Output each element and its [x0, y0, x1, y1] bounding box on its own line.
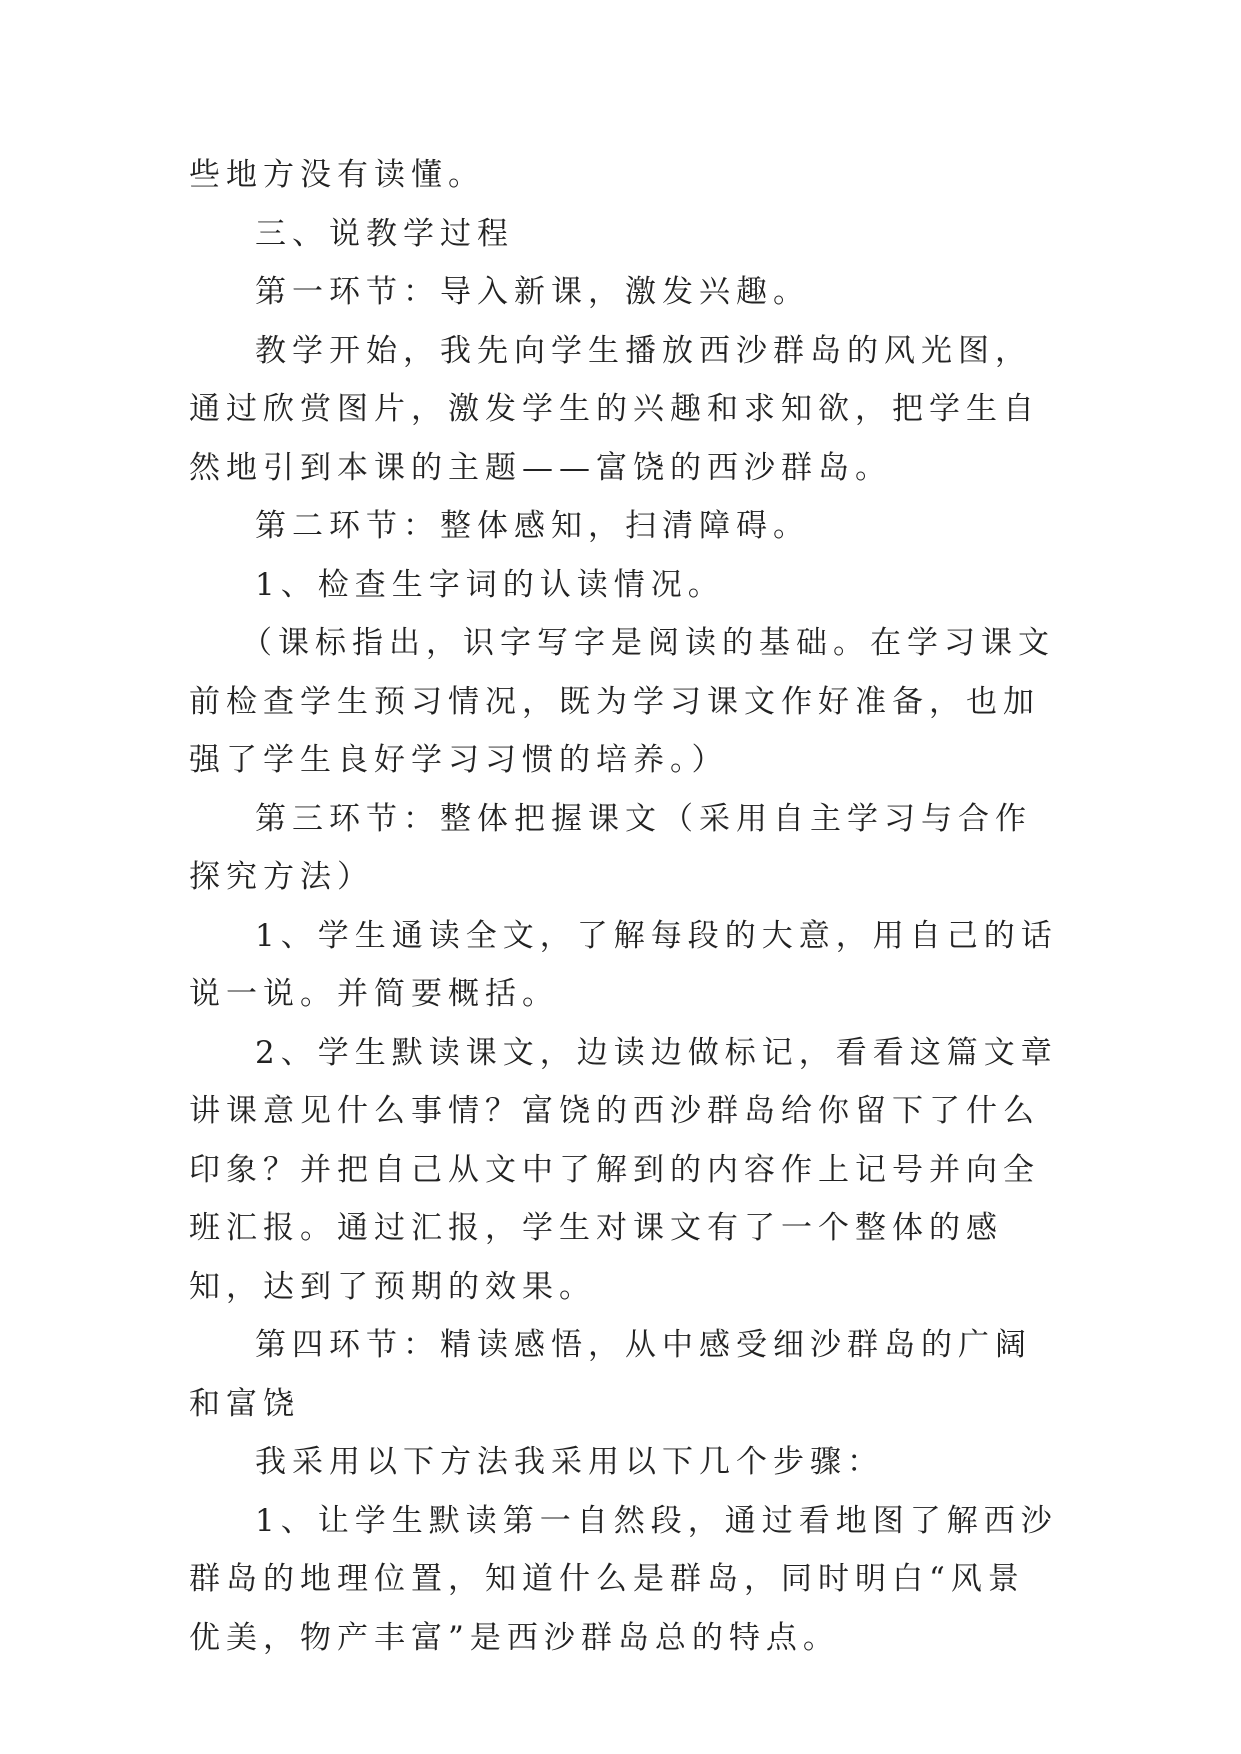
step-three-item-2: 2、学生默读课文，边读边做标记，看看这篇文章讲课意见什么事情？富饶的西沙群岛给你留下了什么印象？并把自己从文中了解到的内容作上记号并向全班汇报。通过汇报，学生对课文有了一个整体的感知，达到了预期的效果。 — [189, 1034, 1058, 1305]
section-heading-teaching-process: 三、说教学过程 — [255, 215, 514, 252]
step-two-note: （课标指出，识字写字是阅读的基础。在学习课文前检查学生预习情况，既为学习课文作好准备，也加强了学生良好学习习惯的培养。） — [189, 625, 1055, 778]
step-two-heading: 第二环节：整体感知，扫清障碍。 — [255, 508, 810, 544]
paragraph-continuation: 些地方没有读懂。 — [189, 157, 485, 193]
step-four-intro: 我采用以下方法我采用以下几个步骤： — [255, 1444, 884, 1480]
step-three-heading: 第三环节：整体把握课文（采用自主学习与合作探究方法） — [189, 800, 1032, 895]
step-one-heading: 第一环节：导入新课，激发兴趣。 — [255, 274, 810, 310]
step-three-item-1: 1、学生通读全文，了解每段的大意，用自己的话说一说。并简要概括。 — [189, 917, 1058, 1012]
document-page — [189, 146, 1059, 1667]
step-four-heading: 第四环节：精读感悟，从中感受细沙群岛的广阔和富饶 — [189, 1327, 1032, 1422]
step-one-body: 教学开始，我先向学生播放西沙群岛的风光图，通过欣赏图片，激发学生的兴趣和求知欲，把学生自然地引到本课的主题——富饶的西沙群岛。 — [189, 332, 1040, 486]
step-four-item-1: 1、让学生默读第一自然段，通过看地图了解西沙群岛的地理位置，知道什么是群岛，同时明白“风景优美，物产丰富”是西沙群岛总的特点。 — [189, 1502, 1058, 1656]
step-two-item-1: 1、检查生字词的认读情况。 — [255, 566, 725, 603]
